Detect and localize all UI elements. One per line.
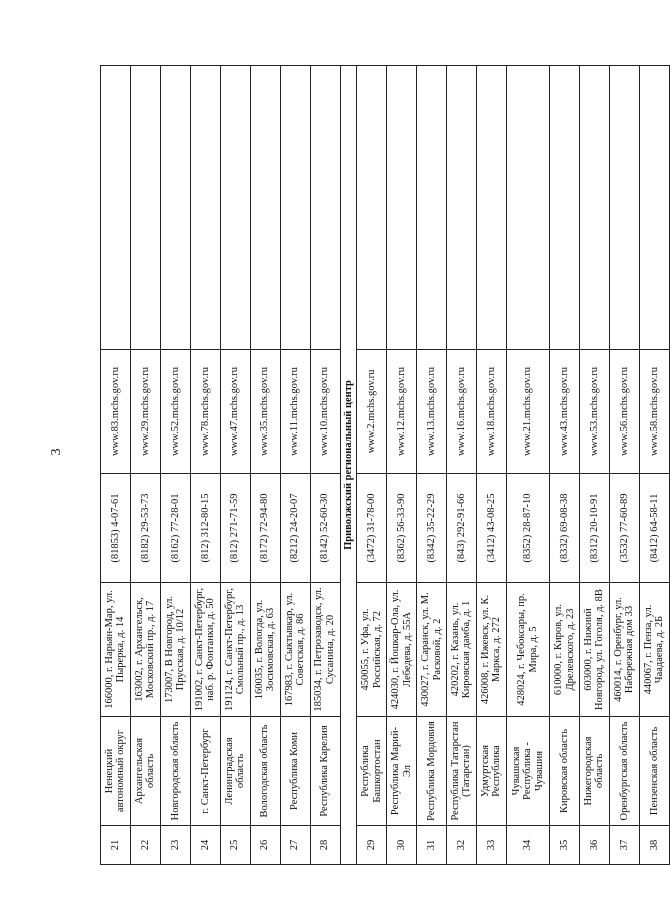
phone-cell: (8312) 20-10-91 bbox=[580, 474, 610, 583]
phone-cell: (8412) 64-58-11 bbox=[639, 474, 669, 583]
table-row bbox=[609, 66, 639, 865]
address-cell: 603000, г. Нижний Новгород, ул. Гоголя, д. 8В bbox=[580, 583, 610, 717]
notes-cell bbox=[580, 66, 610, 350]
row-number-cell: 23 bbox=[160, 826, 190, 865]
address-cell: 610000, г. Киров, ул. Дрелевского, д. 23 bbox=[550, 583, 580, 717]
website-cell: www.78.mchs.gov.ru bbox=[190, 350, 220, 474]
region-cell: Новгородская область bbox=[160, 717, 190, 826]
table-row bbox=[639, 66, 669, 865]
table-row bbox=[190, 66, 220, 865]
row-number-cell: 30 bbox=[387, 826, 417, 865]
phone-cell: (812) 271-71-59 bbox=[220, 474, 250, 583]
phone-cell: (3412) 43-08-25 bbox=[476, 474, 506, 583]
row-number-cell: 27 bbox=[280, 826, 310, 865]
address-cell: 450055, г. Уфа, ул. Российская, д. 72 bbox=[357, 583, 387, 717]
phone-cell: (8352) 28-87-10 bbox=[506, 474, 549, 583]
notes-cell bbox=[550, 66, 580, 350]
notes-cell bbox=[387, 66, 417, 350]
address-cell: 173007, В Новгород, ул. Прусская, д. 10/12 bbox=[160, 583, 190, 717]
address-cell: 440067, г. Пенза, ул. Чаадаева, д. 2Б bbox=[639, 583, 669, 717]
address-cell: 430027, г. Саранск, ул. М. Расковой, д. 2 bbox=[417, 583, 447, 717]
phone-cell: (81853) 4-07-61 bbox=[101, 474, 131, 583]
row-number-cell: 34 bbox=[506, 826, 549, 865]
table-row bbox=[280, 66, 310, 865]
rotated-table-container bbox=[100, 65, 670, 865]
row-number-cell: 33 bbox=[476, 826, 506, 865]
table-body bbox=[101, 66, 670, 865]
region-cell: Республика Мордовия bbox=[417, 717, 447, 826]
section-title: Приволжский региональный центр bbox=[340, 66, 357, 865]
row-number-cell: 37 bbox=[609, 826, 639, 865]
region-cell: Чувашская Республика - Чувашия bbox=[506, 717, 549, 826]
region-cell: Кировская область bbox=[550, 717, 580, 826]
website-cell: www.2.mchs.gov.ru bbox=[357, 350, 387, 474]
notes-cell bbox=[130, 66, 160, 350]
contacts-table bbox=[100, 65, 670, 865]
notes-cell bbox=[190, 66, 220, 350]
region-cell: Ненецкий автономный округ bbox=[101, 717, 131, 826]
website-cell: www.58.mchs.gov.ru bbox=[639, 350, 669, 474]
notes-cell bbox=[357, 66, 387, 350]
website-cell: www.18.mchs.gov.ru bbox=[476, 350, 506, 474]
website-cell: www.56.mchs.gov.ru bbox=[609, 350, 639, 474]
website-cell: www.10.mchs.gov.ru bbox=[310, 350, 340, 474]
phone-cell: (8142) 52-60-30 bbox=[310, 474, 340, 583]
website-cell: www.13.mchs.gov.ru bbox=[417, 350, 447, 474]
table-row bbox=[476, 66, 506, 865]
address-cell: 191124, г. Санкт-Петербург, Смольный пр., д. 13 bbox=[220, 583, 250, 717]
phone-cell: (8182) 29-53-73 bbox=[130, 474, 160, 583]
address-cell: 185034, г. Петрозаводск, ул. Сусанина, д. 20 bbox=[310, 583, 340, 717]
notes-cell bbox=[310, 66, 340, 350]
phone-cell: (843) 292-91-66 bbox=[447, 474, 477, 583]
phone-cell: (8332) 69-08-38 bbox=[550, 474, 580, 583]
row-number-cell: 35 bbox=[550, 826, 580, 865]
region-cell: Ленинградская область bbox=[220, 717, 250, 826]
address-cell: 163002, г. Архангельск, Московский пр., д. 17 bbox=[130, 583, 160, 717]
phone-cell: (3532) 77-60-89 bbox=[609, 474, 639, 583]
notes-cell bbox=[609, 66, 639, 350]
address-cell: 428024, г. Чебоксары, пр. Мира, д. 5 bbox=[506, 583, 549, 717]
website-cell: www.35.mchs.gov.ru bbox=[250, 350, 280, 474]
table-row bbox=[357, 66, 387, 865]
phone-cell: (3472) 31-78-00 bbox=[357, 474, 387, 583]
table-row bbox=[580, 66, 610, 865]
table-row bbox=[160, 66, 190, 865]
website-cell: www.47.mchs.gov.ru bbox=[220, 350, 250, 474]
row-number-cell: 25 bbox=[220, 826, 250, 865]
row-number-cell: 24 bbox=[190, 826, 220, 865]
region-cell: г. Санкт-Петербург bbox=[190, 717, 220, 826]
table-row bbox=[101, 66, 131, 865]
address-cell: 424030, г. Йошкар-Ола, ул. Лебедева, д. 55А bbox=[387, 583, 417, 717]
notes-cell bbox=[280, 66, 310, 350]
table-row bbox=[550, 66, 580, 865]
notes-cell bbox=[417, 66, 447, 350]
row-number-cell: 26 bbox=[250, 826, 280, 865]
region-cell: Республика Башкортостан bbox=[357, 717, 387, 826]
address-cell: 191002, г. Санкт-Петербург, наб. р. Фонтанки, д. 50 bbox=[190, 583, 220, 717]
address-cell: 160035, г. Вологда, ул. Зосимовская, д. 63 bbox=[250, 583, 280, 717]
row-number-cell: 21 bbox=[101, 826, 131, 865]
website-cell: www.52.mchs.gov.ru bbox=[160, 350, 190, 474]
table-row bbox=[447, 66, 477, 865]
phone-cell: (8342) 35-22-29 bbox=[417, 474, 447, 583]
website-cell: www.16.mchs.gov.ru bbox=[447, 350, 477, 474]
notes-cell bbox=[447, 66, 477, 350]
table-row bbox=[130, 66, 160, 865]
notes-cell bbox=[506, 66, 549, 350]
website-cell: www.29.mchs.gov.ru bbox=[130, 350, 160, 474]
region-cell: Оренбургская область bbox=[609, 717, 639, 826]
notes-cell bbox=[101, 66, 131, 350]
notes-cell bbox=[160, 66, 190, 350]
table-row bbox=[417, 66, 447, 865]
notes-cell bbox=[476, 66, 506, 350]
address-cell: 460014, г. Оренбург, ул. Набережная дом 33 bbox=[609, 583, 639, 717]
website-cell: www.11.mchs.gov.ru bbox=[280, 350, 310, 474]
region-cell: Удмуртская Республика bbox=[476, 717, 506, 826]
region-cell: Республика Карелия bbox=[310, 717, 340, 826]
table-row bbox=[387, 66, 417, 865]
address-cell: 166000, г. Нарьян-Мар, ул. Пырерка, д. 14 bbox=[101, 583, 131, 717]
table-row bbox=[310, 66, 340, 865]
website-cell: www.21.mchs.gov.ru bbox=[506, 350, 549, 474]
address-cell: 167983, г. Сыктывкар, ул. Советская, д. 86 bbox=[280, 583, 310, 717]
table-row bbox=[250, 66, 280, 865]
region-cell: Пензенская область bbox=[639, 717, 669, 826]
phone-cell: (812) 312-80-15 bbox=[190, 474, 220, 583]
table-row bbox=[506, 66, 549, 865]
website-cell: www.83.mchs.gov.ru bbox=[101, 350, 131, 474]
table-row bbox=[220, 66, 250, 865]
address-cell: 426008, г. Ижевск, ул. К. Маркса, д. 272 bbox=[476, 583, 506, 717]
phone-cell: (8362) 56-33-90 bbox=[387, 474, 417, 583]
page-number: 3 bbox=[49, 448, 64, 456]
notes-cell bbox=[639, 66, 669, 350]
row-number-cell: 31 bbox=[417, 826, 447, 865]
phone-cell: (8162) 77-28-01 bbox=[160, 474, 190, 583]
row-number-cell: 38 bbox=[639, 826, 669, 865]
website-cell: www.12.mchs.gov.ru bbox=[387, 350, 417, 474]
region-cell: Архангельская область bbox=[130, 717, 160, 826]
row-number-cell: 22 bbox=[130, 826, 160, 865]
row-number-cell: 32 bbox=[447, 826, 477, 865]
region-cell: Республика Татарстан (Татарстан) bbox=[447, 717, 477, 826]
website-cell: www.43.mchs.gov.ru bbox=[550, 350, 580, 474]
region-cell: Нижегородская область bbox=[580, 717, 610, 826]
phone-cell: (8172) 72-94-80 bbox=[250, 474, 280, 583]
region-cell: Республика Марий-Эл bbox=[387, 717, 417, 826]
row-number-cell: 36 bbox=[580, 826, 610, 865]
address-cell: 420202, г. Казань, ул. Кировская дамба, д. 1 bbox=[447, 583, 477, 717]
region-cell: Республика Коми bbox=[280, 717, 310, 826]
row-number-cell: 29 bbox=[357, 826, 387, 865]
notes-cell bbox=[220, 66, 250, 350]
notes-cell bbox=[250, 66, 280, 350]
row-number-cell: 28 bbox=[310, 826, 340, 865]
region-cell: Вологодская область bbox=[250, 717, 280, 826]
website-cell: www.53.mchs.gov.ru bbox=[580, 350, 610, 474]
phone-cell: (8212) 24-20-07 bbox=[280, 474, 310, 583]
section-row bbox=[340, 66, 357, 865]
